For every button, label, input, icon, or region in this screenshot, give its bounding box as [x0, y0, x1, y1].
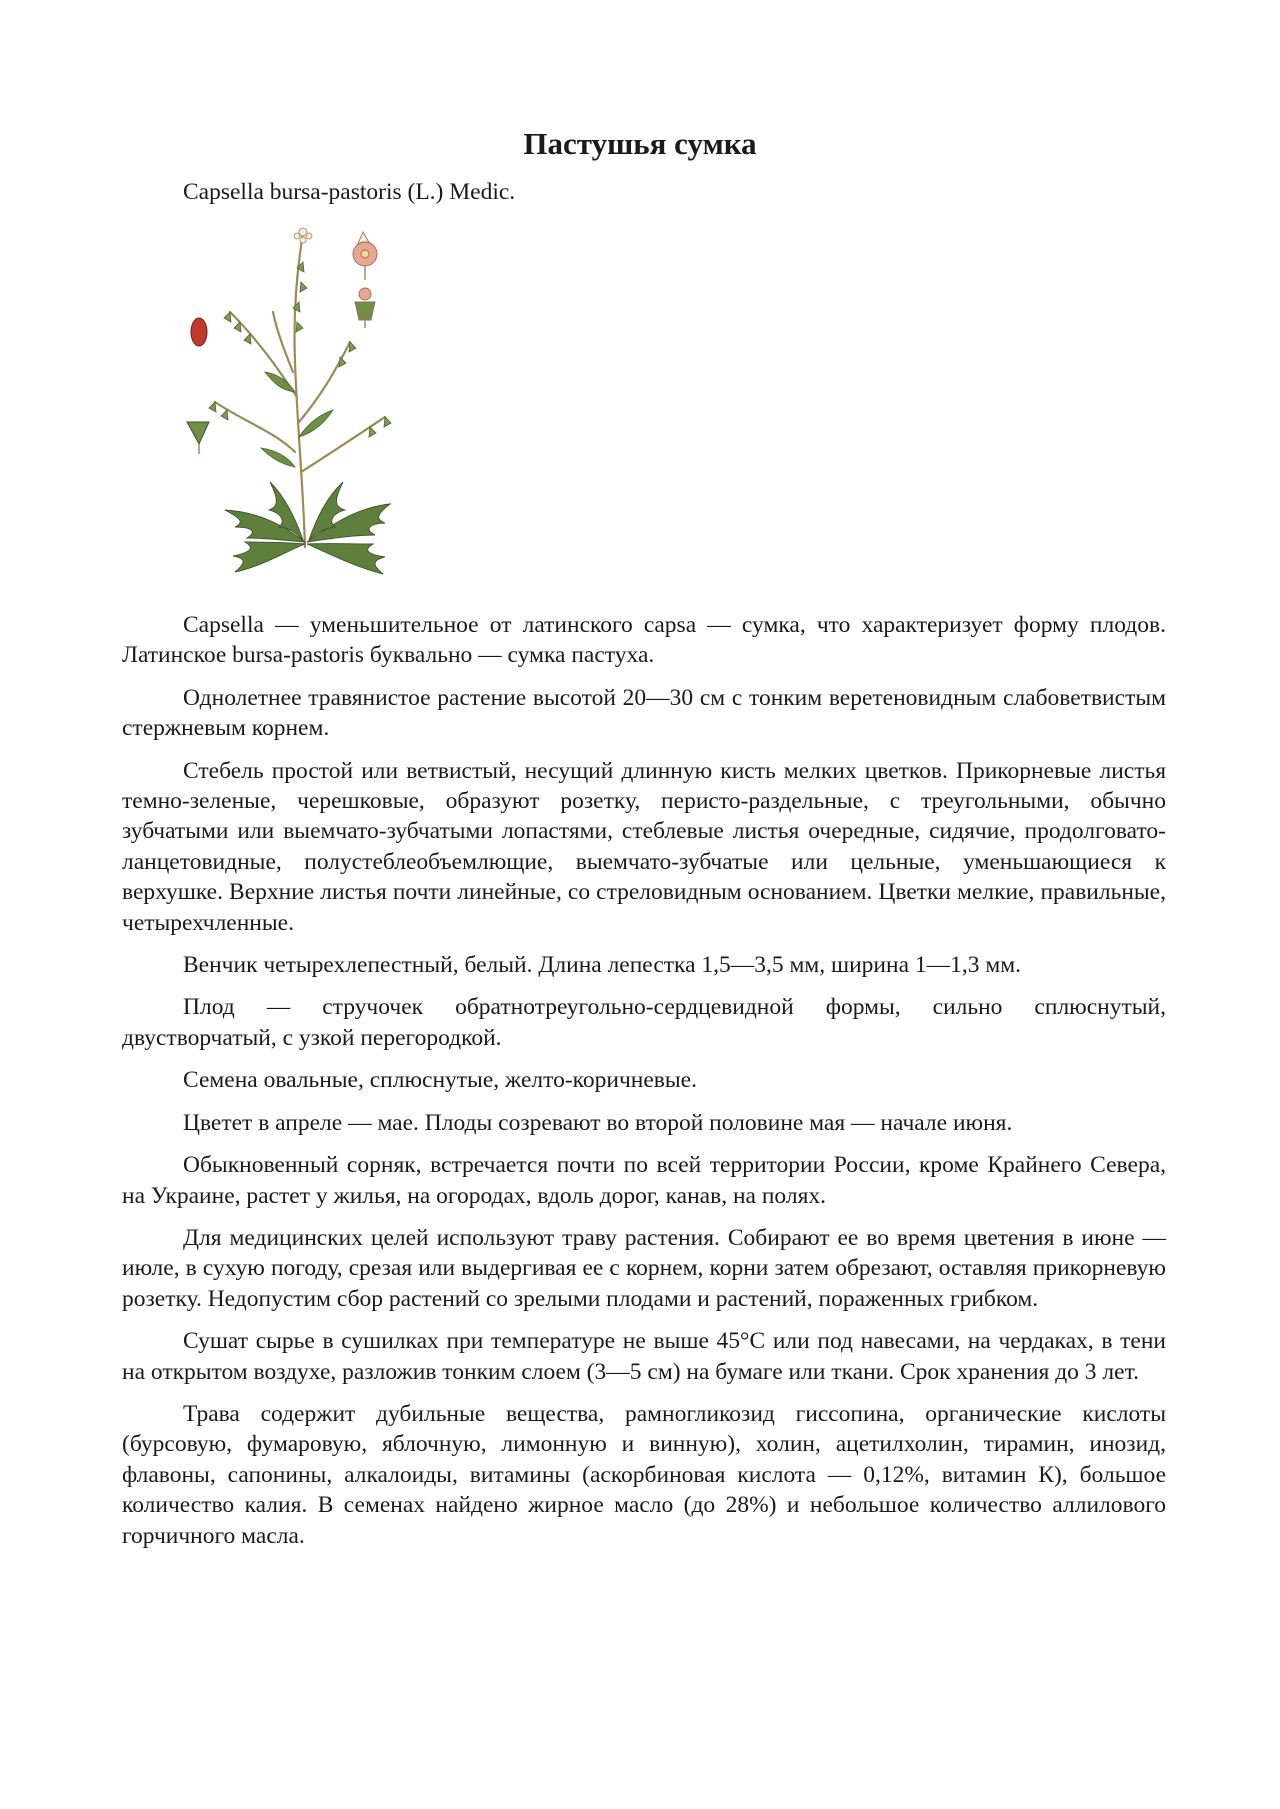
latin-name: Capsella bursa-pastoris (L.) Medic. — [183, 179, 516, 205]
paragraph-habitat: Обыкновенный сорняк, встречается почти по всей территории России, кроме Крайнего Севера, на Украине, растет у жилья, на огородах, вдоль дорог, канав, на полях. — [122, 1152, 1166, 1209]
paragraph-general: Однолетнее травянистое растение высотой 20—30 см с тонким веретеновидным слабоветвистым стержневым корнем. — [122, 684, 1166, 742]
paragraph-corolla: Венчик четырехлепестный, белый. Длина лепестка 1,5—3,5 мм, ширина 1—1,3 мм. — [183, 952, 1022, 979]
paragraph-collection: Для медицинских целей используют траву растения. Собирают ее во время цветения в июне — июле, в сухую погоду, срезая или выдергивая ее с корнем, корни затем обрезают, оставляя прикорневую розетку. Недопустим сбор растений со зрелыми плодами и растений, пораженных грибком. — [122, 1224, 1166, 1312]
paragraph-drying: Сушат сырье в сушилках при температуре не выше 45°С или под навесами, на чердаках, в тени на открытом воздухе, разложив тонким слоем (3—5 см) на бумаге или ткани. Срок хранения до 3 лет. — [122, 1328, 1166, 1385]
page-title: Пастушья сумка — [523, 126, 757, 161]
body-text — [122, 610, 1166, 1563]
paragraph-flowering: Цветет в апреле — мае. Плоды созревают во второй половине мая — начале июня. — [183, 1109, 1013, 1136]
paragraph-fruit: Плод — стручочек обратнотреугольно-сердцевидной формы, сильно сплюснутый, двустворчатый, с узкой перегородкой. — [122, 994, 1166, 1051]
paragraph-etymology: Capsella — уменьшительное от латинского capsa — сумка, что характеризует форму плодов. Латинское bursa-pastoris буквально — сумка пастуха. — [122, 612, 1166, 669]
paragraph-composition: Трава содержит дубильные вещества, рамногликозид гиссопина, органические кислоты (бурсовую, фумаровую, яблочную, лимонную и винную), холин, ацетилхолин, тирамин, инозид, флавоны, сапонины, алкалоиды, витамины (аскорбиновая кислота — 0,12%, витамин К), большое количество калия. В семенах найдено жирное масло (до 28%) и небольшое количество аллилового горчичного масла. — [122, 1400, 1166, 1549]
paragraph-stem-leaves: Стебель простой или ветвистый, несущий длинную кисть мелких цветков. Прикорневые листья темно-зеленые, черешковые, образуют розетку, перисто-раздельные, с треугольными, обычно зубчатыми или выемчато-зубчатыми лопастями, стеблевые листья очередные, сидячие, продолговато-ланцетовидные, полустеблеобъемлющие, выемчато-зубчатые или цельные, уменьшающиеся к верхушке. Верхние листья почти линейные, со стреловидным основанием. Цветки мелкие, правильные, четырехчленные. — [122, 757, 1166, 936]
shepherds-purse-plant-icon — [185, 222, 420, 582]
paragraph-seeds: Семена овальные, сплюснутые, желто-коричневые. — [183, 1067, 697, 1094]
